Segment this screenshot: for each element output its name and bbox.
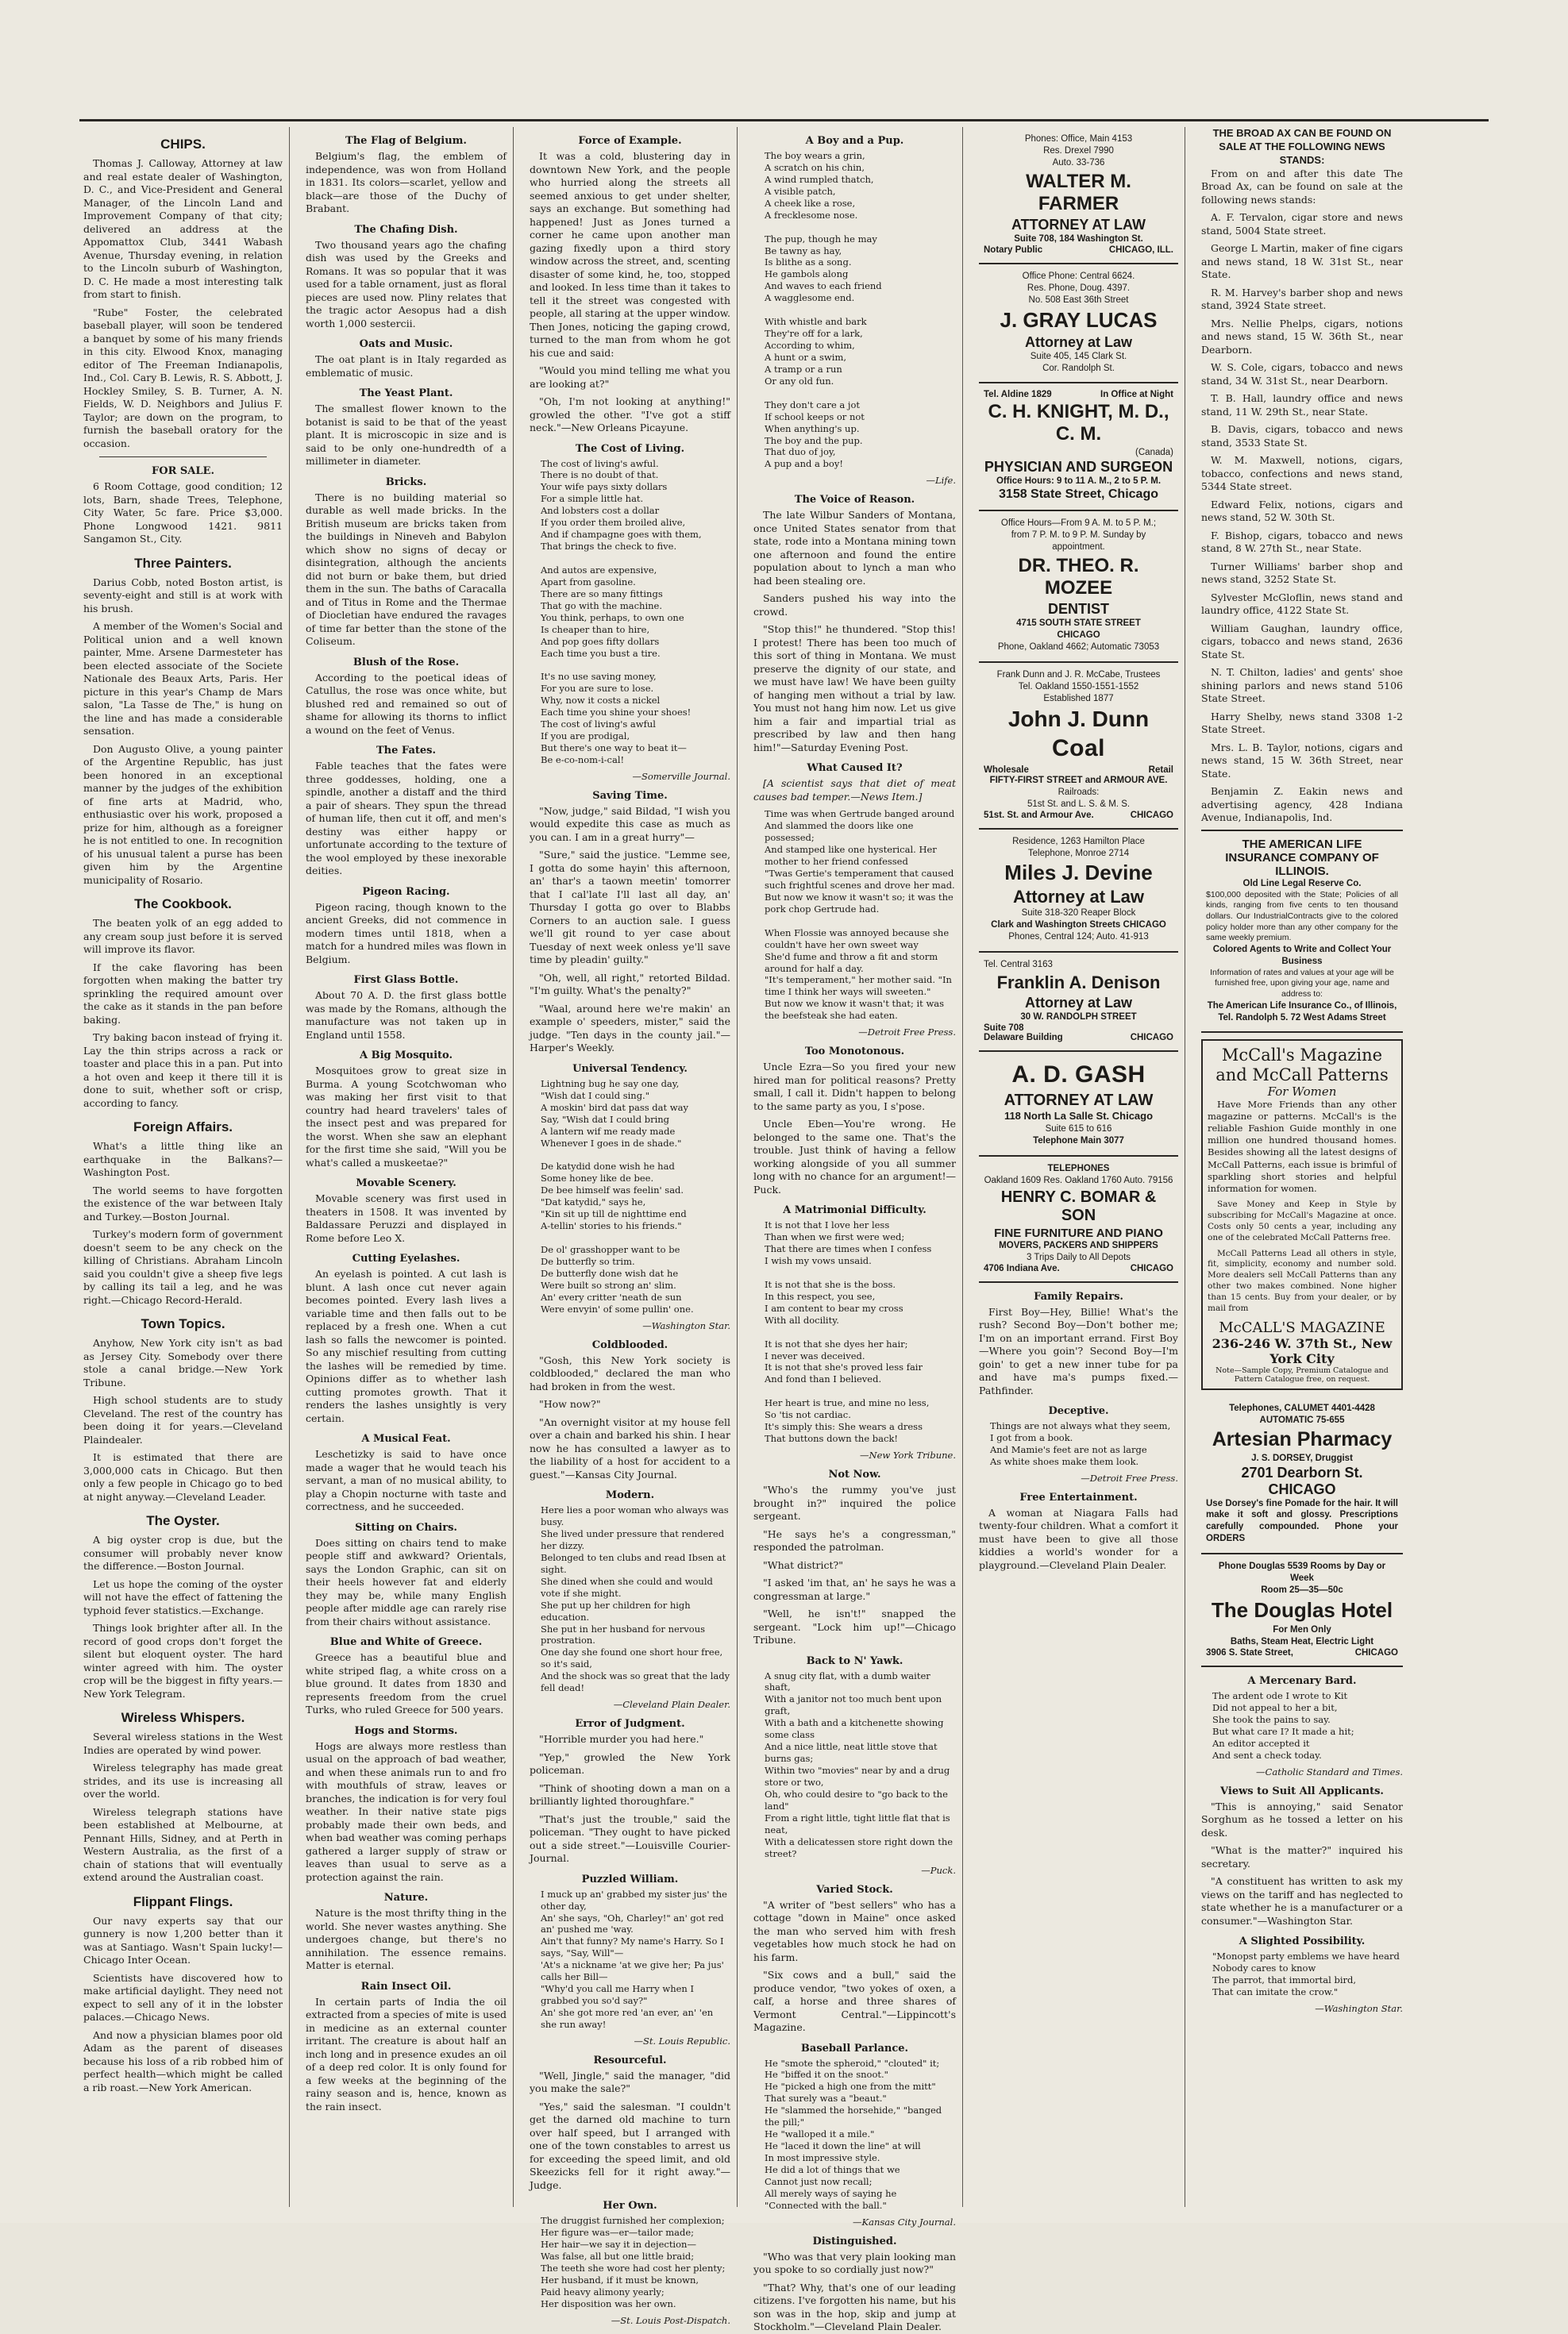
heading-bricks: Bricks. <box>385 476 427 488</box>
ad-name: THE AMERICAN LIFE INSURANCE COMPANY OF ILLINOIS. <box>1225 837 1379 878</box>
news-stand-entry: W. S. Cole, cigars, tobacco and news stand, 34 W. 31st St., near Dearborn. <box>1201 361 1403 387</box>
poem: A snug city flat, with a dumb waiter shaft, With a janitor not too much bent upon graft, With a bath and a kitchenette showing some class And a nice little, neat little stove that burns gas; Within two "movies" near by and a drug store or two, Oh, who could desire to "go back to the land" From a right little, tight little flat that is neat, With a delicatessen store right down the street? <box>765 1670 954 1859</box>
ad-text: CHICAGO <box>1057 630 1100 641</box>
paragraph: "Well, he isn't!" snapped the sergeant. "Lock him up!"—Chicago Tribune. <box>753 1608 956 1646</box>
source-credit: —Washington Star. <box>642 1319 730 1331</box>
heading-mosquito: A Big Mosquito. <box>360 1050 453 1061</box>
paragraph: "Who was that very plain looking man you spoke to so cordially just now?" <box>753 2250 956 2276</box>
ad-text: Telephone Main 3077 <box>1033 1135 1124 1146</box>
poem: Lightning bug he say one day, "Wish dat I could sing." A moskin' bird dat pass dat way Say, "Wish dat I could bring A lantern wif me ready made Whenever I goes in de shade." De katydid done wish he had Some honey like de bee. De bee himself was feelin' sad. "Dat katydid," says he, "Kin sit up till de nighttime end A-tellin' stories to his friends." De ol' grasshopper want to be De butterfly so trim. De butterfly done wish dat he Were built so strong an' slim. An' every critter 'neath de sun Were envyin' of some pullin' one. <box>541 1077 694 1315</box>
heading-views: Views to Suit All Applicants. <box>1220 1785 1384 1797</box>
heading-voice-of-reason: The Voice of Reason. <box>794 494 915 506</box>
paragraph: Greece has a beautiful blue and white striped flag, a white cross on a blue ground. It dates from 1830 and represents freedom from the cruel Turks, who ruled Greece for 500 years. <box>306 1651 507 1716</box>
heading-chafing-dish: The Chafing Dish. <box>354 223 458 236</box>
heading-oats: Oats and Music. <box>359 338 453 350</box>
source-credit: —Somerville Journal. <box>632 770 730 782</box>
heading-family-repairs: Family Repairs. <box>1034 1290 1123 1303</box>
ad-title: DENTIST <box>1047 601 1109 618</box>
ad-text: FIFTY-FIRST STREET and ARMOUR AVE. <box>989 775 1168 785</box>
ad-text: $100,000 deposited with the State; Policies of all kinds, ranging from five cents to ten thousand dollars. Our IndustrialContracts give to the colored policy holder more than any other company for the same weekly premium. <box>1206 889 1398 943</box>
heading-cost-of-living: The Cost of Living. <box>575 442 685 455</box>
heading-error-of-judgment: Error of Judgment. <box>575 1718 685 1731</box>
heading-fates: The Fates. <box>376 745 436 757</box>
poem: The boy wears a grin, A scratch on his chin, A wind rumpled thatch, A visible patch, A cheek like a rose, A frecklesome nose. The pup, though he may Be tawny as hay, Is blithe as a song. He gambols along And waves to each friend A wagglesome end. With whistle and bark They're off for a lark, According to whim, A hunt or a swim, A tramp or a run Or any old fun. They don't care a jot If school keeps or not When anything's up. The boy and the pup. That duo of joy, A pup and a boy! <box>765 150 882 470</box>
news-stand-entry: T. B. Hall, laundry office and news stand, 11 W. 29th St., near State. <box>1201 392 1403 418</box>
paragraph: "How now?" <box>539 1398 601 1411</box>
news-stand-entry: N. T. Chilton, ladies' and gents' shoe shining parlors and news stand 5106 State Street. <box>1201 666 1403 705</box>
paragraph: Fable teaches that the fates were three goddesses, holding, one a spindle, another a distaff and the third a pair of shears. They spun the thread of human life, then cut it off, and men's destiny was either happy or unfortunate according to the texture of the wool employed by these inexorable deities. <box>306 760 507 876</box>
ad-text: Suite 405, 145 Clark St. <box>1030 351 1127 361</box>
ad-name: Miles J. Devine <box>1004 861 1153 885</box>
heading-musical-feat: A Musical Feat. <box>361 1433 451 1445</box>
ad-text: Suite 708, 184 Washington St. <box>1014 233 1143 244</box>
news-stand-list <box>1201 211 1403 825</box>
source-credit: —St. Louis Republic. <box>634 2035 730 2047</box>
divider <box>99 456 267 457</box>
paragraph: High school students are to study Cleveland. The rest of the country has been doing it for years.—Cleveland Plaindealer. <box>83 1394 283 1446</box>
ad-text: Suite 615 to 616 <box>1045 1124 1112 1134</box>
paragraph: "Rube" Foster, the celebrated baseball player, will soon be tendered a banquet by some of his many friends in this city. Elwood Knox, managing editor of The Freeman Indianapolis, Ind., Col. Cary B. Lewis, R. S. Abbott, J. Hockley Smiley, S. B. Turner, A. N. Fields, W. D. Neighbors and Julius F. Taylor; are down on the program, to furnish the baseball oratory for the occasion. <box>83 306 283 449</box>
ad-title: ATTORNEY AT LAW <box>1004 1092 1154 1110</box>
poem: The cost of living's awful. There is no doubt of that. Your wife pays sixty dollars For a simple little hat. And lobsters cost a dollar If you order them broiled alive, And if champagne goes with them, That brings the check to five. And autos are expensive, Apart from gasoline. There are so many fittings That go with the machine. You think, perhaps, to own one Is cheaper than to hire, And pop goes fifty dollars Each time you bust a tire. It's no use saving money, For you are sure to lose. Why, now it costs a nickel Each time you shine your shoes! The cost of living's awful If you are prodigal, But there's one way to beat it— Be e-co-nom-i-cal! <box>541 457 702 765</box>
ad-text: Telephone, Monroe 2714 <box>1027 848 1130 858</box>
paragraph: Let us hope the coming of the oyster will not have the effect of fattening the typhoid fever statistics.—Exchange. <box>83 1577 283 1616</box>
heading-glass: First Glass Bottle. <box>353 974 459 986</box>
ad-name: Franklin A. Denison <box>996 972 1161 993</box>
poem: He "smote the spheroid," "clouted" it; He "biffed it on the snoot." He "picked a high one from the mitt" That surely was a "beaut." He "slammed the horsehide," "banged the pill;" He "walloped it a mile." He "laced it down the line" at will In most impressive style. He did a lot of things that we Cannot just now recall; All merely ways of saying he "Connected with the ball." <box>765 2057 942 2211</box>
paragraph: Our navy experts say that our gunnery is now 1,200 better than it was at Santiago. Wasn't Spain lucky!—Chicago Inter Ocean. <box>83 1914 283 1966</box>
ad-text: Telephones, CALUMET 4401-4428 <box>1229 1403 1375 1413</box>
paragraph: "A writer of "best sellers" who has a cottage "down in Maine" once asked the man who served him with fresh vegetables how much stock he had on his farm. <box>753 1898 956 1963</box>
paragraph: "Sure," said the justice. "Lemme see, I gotta do some hayin' this afternoon, an' thar's a taown meetin' tomorrer that I cal'late I'll last all day, an' Thursday I gotta go over to Blabbs Corners to an auction sale. I guess we'll git round to yer case about Tuesday of next week onless ye'll save time by pleadin' guilty." <box>530 849 730 966</box>
ad-text: Office Hours: 9 to 11 A. M., 2 to 5 P. M. <box>996 476 1162 487</box>
paragraph: "Think of shooting down a man on a brilliantly lighted thoroughfare." <box>530 1781 730 1808</box>
ad-text: MOVERS, PACKERS AND SHIPPERS <box>999 1240 1158 1250</box>
paragraph: The oat plant is in Italy regarded as emblematic of music. <box>306 353 507 379</box>
paragraph: "Yep," growled the New York policeman. <box>530 1750 730 1777</box>
ad-text: Retail <box>1148 765 1173 775</box>
paragraph: About 70 A. D. the first glass bottle was made by the Romans, although the manufacture was not taken up in England until 1558. <box>306 989 507 1041</box>
paragraph: The late Wilbur Sanders of Montana, once United States senator from that state, rode into a Montana mining town one afternoon and found the entire population about to lynch a man who had been stealing ore. <box>753 509 956 587</box>
ad-lucas <box>979 264 1178 384</box>
heading-cookbook: The Cookbook. <box>134 896 232 911</box>
ad-text: Auto. 33-736 <box>1052 157 1105 168</box>
heading-saving-time: Saving Time. <box>592 789 668 802</box>
ad-knight <box>979 383 1178 511</box>
source-credit: —Catholic Standard and Times. <box>1256 1766 1403 1777</box>
news-stand-entry: William Gaughan, laundry office, cigars, tobacco and news stand, 2636 State St. <box>1201 622 1403 661</box>
paragraph: Hogs are always more restless than usual on the approach of bad weather, and when these animals run to and fro with mouthfuls of straw, leaves or branches, the indication is for very foul weather. In their native state pigs probably made their own beds, and when bad weather was coming perhaps gathered a larger supply of straw or leaves than usual to serve as a protection against the rain. <box>306 1739 507 1883</box>
ad-mccall <box>1201 1039 1403 1389</box>
poem: It is not that I love her less Than when we first were wed; That there are times when I confess I wish my vows unsaid. It is not that she is the boss. In this respect, you see, I am content to bear my cross With all docility. It is not that she dyes her hair; I never was deceived. It is not that she's proved less fair And fond than I believed. Her heart is true, and mine no less, So 'tis not cardiac. It's simply this: She wears a dress That buttons down the back! <box>765 1219 932 1445</box>
paragraph: Anyhow, New York city isn't as bad as Jersey City. Somebody over there stole a canal bridge.—New York Tribune. <box>83 1337 283 1388</box>
ad-text: Oakland 1609 Res. Oakland 1760 Auto. 79156 <box>984 1175 1173 1185</box>
poem: "Monopst party emblems we have heard Nobody cares to know The parrot, that immortal bird, That can imitate the crow." <box>1212 1951 1400 1997</box>
poem: The druggist furnished her complexion; Her figure was—er—tailor made; Her hair—we say it in dejection— Was false, all but one little braid; The teeth she wore had cost her plenty; Her husband, if it must be known, Paid heavy alimony yearly; Her disposition was her own. <box>541 2215 726 2309</box>
paragraph: "Stop this!" he thundered. "Stop this! I protest! There has been too much of this sort of thing in Montana. We must preserve the dignity of our state, and we must have law! We have been guilty of hanging men without a trial by law. You must not hang him now. Let us give him a fair and impartial trial as prescribed by law and then hang him!"—Saturday Evening Post. <box>753 623 956 753</box>
ad-text: Cor. Randolph St. <box>1042 363 1115 373</box>
heading-her-own: Her Own. <box>603 2200 657 2213</box>
ad-text: Clark and Washington Streets CHICAGO <box>991 920 1166 930</box>
ad-text: Phones: Office, Main 4153 <box>1024 134 1133 144</box>
ad-text: 30 W. RANDOLPH STREET <box>1020 1012 1137 1023</box>
ad-text: Baths, Steam Heat, Electric Light <box>1230 1637 1374 1647</box>
ad-text: CHICAGO, ILL. <box>1108 245 1173 255</box>
ad-name: WALTER M. FARMER <box>1026 170 1131 214</box>
heading-eyelash: Cutting Eyelashes. <box>352 1253 460 1265</box>
paragraph: "That's just the trouble," said the policeman. "They ought to have picked out a side street."—Louisville Courier-Journal. <box>530 1812 730 1865</box>
paragraph: A member of the Women's Social and Political union and a well known painter, Mme. Arsene Darmesteter has been elected associate of the Societe Nationale des Beaux Arts, Paris. Her picture in this year's Champ de Mars salon, "La Tasse de The," is hung on the line and has made a considerable sensation. <box>83 620 283 737</box>
ad-text: In Office at Night <box>1100 390 1173 400</box>
paragraph: "He says he's a congressman," responded the patrolman. <box>753 1527 956 1553</box>
heading-matrimonial: A Matrimonial Difficulty. <box>783 1204 927 1217</box>
ad-text: McCALL'S MAGAZINE <box>1219 1319 1385 1336</box>
heading-modern: Modern. <box>605 1489 655 1502</box>
ad-text: 51st St. and L. S. & M. S. <box>1027 799 1131 809</box>
ad-text: 4706 Indiana Ave. <box>984 1263 1060 1273</box>
ad-text: Information of rates and values at your age will be furnished free, upon giving your age, name and address to: <box>1210 967 1394 999</box>
paragraph: "I asked 'im that, an' he says he was a congressman at large." <box>753 1577 956 1602</box>
ad-name: John J. Dunn <box>1007 706 1150 731</box>
heading-universal-tendency: Universal Tendency. <box>572 1062 688 1075</box>
heading-rain-insect: Rain Insect Oil. <box>360 1980 452 1993</box>
heading-resourceful: Resourceful. <box>593 2054 667 2066</box>
column-4 <box>753 127 963 2333</box>
news-stand-entry: W. M. Maxwell, notions, cigars, tobacco, confections and news stand, 5344 State street. <box>1201 454 1403 493</box>
heading-flag: The Flag of Belgium. <box>345 135 467 147</box>
paragraph: "Oh, I'm not looking at anything!" growled the other. "I've got a stiff neck."—New Orleans Picayune. <box>530 395 730 433</box>
paragraph: Scientists have discovered how to make artificial daylight. They need not expect to sell any of it in the lobster palaces.—Chicago News. <box>83 1971 283 2023</box>
heading-distinguished: Distinguished. <box>812 2235 897 2247</box>
source-credit: —Detroit Free Press. <box>1081 1472 1178 1484</box>
poem: Time was when Gertrude banged around And slammed the doors like one possessed; And stamped like one hysterical. Her mother to her friend confessed "Twas Gertie's temperament that caused such frightful scenes and drove her mad. But now we know it wasn't so; it was the pork chop Gertrude had. When Flossie was annoyed because she couldn't have her own sweet way She'd fume and throw a fit and storm around for half a day. "It's temperament," her mother said. "In time I think her ways will sweeten." But now we know it wasn't that; it was the beefsteak she had eaten. <box>765 808 955 1022</box>
poem: Here lies a poor woman who always was busy. She lived under pressure that rendered her dizzy. Belonged to ten clubs and read Ibsen at sight. She dined when she could and would vote if she might. She put up her children for high education. She put in her husband for nervous prostration. One day she found one short hour free, so it's said, And the shock was so great that the lady fell dead! <box>541 1504 730 1694</box>
heading-back-to-yawk: Back to N' Yawk. <box>806 1654 903 1667</box>
paragraph: "An overnight visitor at my house fell over a chain and barked his shin. I hear now he has consulted a lawyer as to the liability of a host for accident to a guest."—Kansas City Journal. <box>530 1415 730 1481</box>
paragraph: "Now, judge," said Bildad, "I wish you would expedite this case as much as you can. I am in a great hurry"— <box>530 804 730 843</box>
poem: The ardent ode I wrote to Kit Did not appeal to her a bit, She took the pains to say. But what care I? It made a hit; An editor accepted it And sent a check today. <box>1212 1689 1354 1761</box>
ad-text: Established 1877 <box>1043 693 1114 703</box>
paragraph: "What is the matter?" inquired his secretary. <box>1201 1844 1403 1870</box>
ad-title: For Women <box>1267 1084 1337 1099</box>
paragraph: Leschetizky is said to have once made a wager that he would teach his servant, a man of no musical ability, to play a Chopin nocturne with taste and correctness, and he succeeded. <box>306 1448 507 1512</box>
paragraph: "What district?" <box>763 1558 843 1571</box>
ad-text: Room 25—35—50c <box>1261 1585 1343 1596</box>
ad-mozee <box>979 511 1178 663</box>
paragraph: The smallest flower known to the botanist is said to be that of the yeast plant. It is microscopic in size and is said to be only one-hundredth of a millimeter in diameter. <box>306 402 507 467</box>
paragraph: Pigeon racing, though known to the ancient Greeks, did not commence in modern times until 1818, when a match for a hundred miles was flown in Belgium. <box>306 900 507 965</box>
paragraph: Thomas J. Calloway, Attorney at law and real estate dealer of Washington, D. C., and Vice-President and General Manager, of the Lincoln Land and Improvement Company of that city; delivered an address at the Appomattox Club, 3441 Wabash Avenue, Thursday evening, in relation to the Lincoln suburb of Washington, D. C. He made a most interesting talk from start to finish. <box>83 157 283 300</box>
ad-text: Use Dorsey's fine Pomade for the hair. It will make it soft and glossy. Prescriptions carefully compounded. Phone your ORDERS <box>1206 1498 1398 1544</box>
ad-text: Res. Phone, Doug. 4397. <box>1027 283 1131 293</box>
heading-news-stands: THE BROAD AX CAN BE FOUND ON SALE AT THE FOLLOWING NEWS STANDS: <box>1212 127 1392 166</box>
ad-title: Attorney at Law <box>1024 995 1133 1011</box>
paragraph: A big oyster crop is due, but the consumer will probably never know the difference.—Boston Journal. <box>83 1534 283 1572</box>
columns <box>83 127 1489 2333</box>
paragraph: Movable scenery was first used in theaters in 1508. It was invented by Baldassare Peruzzi and displayed in Rome before Leo X. <box>306 1192 507 1244</box>
paragraph: There is no building material so durable as well made bricks. In the British museum are bricks taken from the buildings in Nineveh and Babylon which show no signs of decay or disintegration, although the ancients did not burn or bake them, but dried them in the sun. The baths of Caracalla and of Titus in Rome and the Thermae of Diocletian have endured the ravages of time far better than the stone of the Coliseum. <box>306 491 507 647</box>
ad-text: Phone Douglas 5539 Rooms by Day or Week <box>1218 1562 1386 1584</box>
heading-coldblooded: Coldblooded. <box>591 1338 668 1351</box>
heading-puzzled-william: Puzzled William. <box>581 1873 679 1885</box>
heading-slighted-possibility: A Slighted Possibility. <box>1239 1935 1366 1948</box>
ad-text: CHICAGO <box>1130 810 1173 820</box>
paragraph: Two thousand years ago the chafing dish was used by the Greeks and Romans. It was so popular that it was used for a table ornament, just as floral pieces are used now. Pliny relates that the tragic actor Aesopus had a dish worth 1,000 sestercii. <box>306 238 507 329</box>
ad-text: Old Line Legal Reserve Co. <box>1242 878 1362 888</box>
ad-text: For Men Only <box>1273 1625 1331 1635</box>
ad-text: 3906 S. State Street, <box>1206 1647 1293 1658</box>
news-stand-entry: A. F. Tervalon, cigar store and news stand, 5004 State street. <box>1201 211 1403 237</box>
poem: Things are not always what they seem, I got from a book. And Mamie's feet are not as large As white shoes make them look. <box>990 1420 1171 1467</box>
ad-denison <box>979 953 1178 1052</box>
ad-gash <box>979 1052 1178 1157</box>
ad-text: Tel. Randolph 5. 72 West Adams Street <box>1218 1012 1386 1023</box>
paragraph: "Horrible murder you had here." <box>539 1733 704 1746</box>
paragraph: Have More Friends than any other magazine or patterns. McCall's is the reliable Fashion Guide monthly in one million one hundred thousand homes. Besides showing all the latest designs of McCall Patterns, each issue is brimful of sparkling short stories and helpful information for women. <box>1208 1098 1397 1194</box>
ad-text: Res. Drexel 7990 <box>1043 145 1114 156</box>
ad-american-life <box>1201 830 1403 1034</box>
ad-text: Tel. Aldine 1829 <box>984 390 1052 400</box>
ad-text: CHICAGO <box>1354 1647 1398 1658</box>
column-5-ads <box>979 127 1185 2207</box>
paragraph: "That? Why, that's one of our leading citizens. I've forgotten his name, but his son was in the hop, skip and jump at Stockholm."—Cleveland Plain Dealer. <box>753 2281 956 2333</box>
top-rule <box>79 119 1489 121</box>
ad-text: 3158 State Street, Chicago <box>999 487 1158 502</box>
paragraph: The beaten yolk of an egg added to any cream soup just before it is served will improve its flavor. <box>83 917 283 955</box>
paragraph: "Would you mind telling me what you are looking at?" <box>530 364 730 390</box>
source-credit: —Detroit Free Press. <box>858 1026 956 1038</box>
ad-title: FINE FURNITURE AND PIANO <box>994 1226 1163 1240</box>
news-stand-entry: Benjamin Z. Eakin news and advertising agency, 428 Indiana Avenue, Indianapolis, Ind. <box>1201 785 1403 824</box>
ad-text: 118 North La Salle St. Chicago <box>1004 1110 1154 1123</box>
heading-free-entertainment: Free Entertainment. <box>1019 1491 1138 1504</box>
ad-text: Office Phone: Central 6624. <box>1022 271 1135 281</box>
ad-name: DR. THEO. R. MOZEE <box>1018 555 1139 599</box>
source-credit: —Washington Star. <box>1315 2002 1403 2014</box>
paragraph: Turkey's modern form of government doesn't seem to be any check on the killing of Christians. Abraham Lincoln said you couldn't give a sheep five legs by calling its tail a leg, and he was right.—Chicago Record-Herald. <box>83 1228 283 1306</box>
ad-text: Tel. Central 3163 <box>984 960 1053 970</box>
ad-text: AUTOMATIC 75-655 <box>1259 1415 1345 1425</box>
ad-text: (Canada) <box>1135 448 1173 458</box>
ad-text: Suite 318-320 Reaper Block <box>1021 908 1136 919</box>
paragraph: Uncle Ezra—So you fired your new hired man for political reasons? Pretty small, I call it. Didn't happen to belong to the same party as you, I s'pose. <box>753 1061 956 1112</box>
paragraph: "Waal, around here we're makin' an example o' speeders, mister," said the judge. "Ten days in the county jail."—Harper's Weekly. <box>530 1002 730 1054</box>
paragraph: What's a little thing like an earthquake in the Balkans?—Washington Post. <box>83 1140 283 1178</box>
ad-title: PHYSICIAN AND SURGEON <box>984 459 1173 476</box>
paragraph: Save Money and Keep in Style by subscribing for McCall's Magazine at once. Costs only 50 cents a year, including any one of the celebrated McCall Patterns free. <box>1208 1200 1397 1242</box>
ad-text: The American Life Insurance Co., of Illinois, <box>1207 1000 1397 1011</box>
ad-text: Wholesale <box>984 765 1029 775</box>
paragraph: First Boy—Hey, Billie! What's the rush? Second Boy—Don't bother me; I'm on an important errand. First Boy—Where you goin'? Second Boy—I'm goin' to get a new inner tube for pa and have ma's pumps fixed.—Pathfinder. <box>979 1305 1178 1396</box>
paragraph: Uncle Eben—You're wrong. He belonged to the same one. That's the trouble. Just think of having a fellow working alongside of you all summer long with no chance for an argument!—Puck. <box>753 1118 956 1196</box>
paragraph: According to the poetical ideas of Catullus, the rose was once white, but blushed red and remained so out of shame for allowing its thorns to inflict a wound on the feet of Venus. <box>306 671 507 736</box>
paragraph: "This is annoying," said Senator Sorghum as he tossed a letter on his desk. <box>1201 1800 1403 1839</box>
paragraph: "Yes," said the salesman. "I couldn't get the darned old machine to turn over half speed, but I arranged with one of the town constables to arrest us for exceeding the speed limit, and old Skeezicks fell for it right away."—Judge. <box>530 2100 730 2191</box>
paragraph: If the cake flavoring has been forgotten when making the batter try sprinkling the required amount over the cake as it stands in the pan before baking. <box>83 961 283 1026</box>
source-credit: —Life. <box>926 475 956 487</box>
paragraph: McCall Patterns Lead all others in style, fit, simplicity, economy and number sold. More dealers sell McCall Patterns than any other two makes combined. None higher than 15 cents. Buy from your dealer, or by mail from <box>1208 1248 1397 1313</box>
heading-pigeon: Pigeon Racing. <box>362 885 450 898</box>
ad-text: 51st. St. and Armour Ave. <box>984 810 1094 820</box>
heading-baseball-parlance: Baseball Parlance. <box>800 2042 909 2055</box>
heading-not-now: Not Now. <box>828 1469 881 1481</box>
paragraph: The world seems to have forgotten the existence of the war between Italy and Turkey.—Boston Journal. <box>83 1184 283 1223</box>
paragraph: It is estimated that there are 3,000,000 cats in Chicago. But then only a few people in Chicago go to bed at night anyway.—Cleveland Leader. <box>83 1451 283 1503</box>
ad-douglas-hotel <box>1201 1554 1403 1667</box>
ad-name: A. D. GASH <box>1011 1061 1146 1088</box>
heading-flippant: Flippant Flings. <box>133 1893 233 1909</box>
column-1 <box>83 127 290 2207</box>
ad-artesian <box>1201 1396 1403 1555</box>
paragraph: Try baking bacon instead of frying it. Lay the thin strips across a rack or toaster and place this in a pan. Put into a hot oven and keep it there till it is done to suit, whether soft or crisp, according to fancy. <box>83 1031 283 1109</box>
source-credit: —St. Louis Post-Dispatch. <box>611 2314 730 2326</box>
ad-text: Phone, Oakland 4662; Automatic 73053 <box>997 642 1160 652</box>
ad-name: J. GRAY LUCAS <box>1000 307 1158 332</box>
ad-title: Attorney at Law <box>1024 333 1133 350</box>
heading-too-monotonous: Too Monotonous. <box>804 1046 905 1058</box>
paragraph: 6 Room Cottage, good condition; 12 lots, Barn, shade Trees, Telephone, City Water, 5c fare. Price $3,000. Phone Longwood 1421. 9811 Sangamon St., City. <box>83 480 283 545</box>
ad-text: Note—Sample Copy, Premium Catalogue and Pattern Catalogue free, on request. <box>1215 1365 1389 1384</box>
heading-rose: Blush of the Rose. <box>353 656 460 668</box>
paragraph: Don Augusto Olive, a young painter of the Argentine Republic, has just been honored in an exceptional manner by the judges of the exhibition of fine arts at Madrid, who, enthusiastic over his work, proposed a prize for him, although as a foreigner he is not entitled to one. In recognition of his unusual talent a purse has been given him by the Argentine municipality of Rosario. <box>83 742 283 886</box>
paragraph: And now a physician blames poor old Adam as the parent of diseases because his loss of a rib robbed him of perfect health—which might be called a rib roast.—New York American. <box>83 2028 283 2093</box>
ad-text: from 7 P. M. to 9 P. M. Sunday by appointment. <box>1011 530 1146 553</box>
ad-text: Tel. Oakland 1550-1551-1552 <box>1018 681 1139 691</box>
ad-devine <box>979 830 1178 953</box>
paragraph: "Who's the rummy you've just brought in?" inquired the police sergeant. <box>753 1484 956 1522</box>
ad-dunn-coal <box>979 663 1178 830</box>
ad-text: Phones, Central 124; Auto. 41-913 <box>1008 932 1149 942</box>
heading-hogs: Hogs and Storms. <box>354 1724 458 1737</box>
heading-nature: Nature. <box>383 1892 429 1904</box>
ad-name: McCall's Magazine and McCall Patterns <box>1215 1046 1389 1084</box>
paragraph: Wireless telegraphy has made great strides, and its use is increasing all over the world. <box>83 1762 283 1800</box>
heading-greece: Blue and White of Greece. <box>329 1636 483 1648</box>
news-stand-entry: Sylvester McGloflin, news stand and laundry office, 4122 State St. <box>1201 591 1403 617</box>
column-2 <box>306 127 514 2207</box>
heading-oyster: The Oyster. <box>146 1513 220 1528</box>
ad-text: Office Hours—From 9 A. M. to 5 P. M.; <box>1000 518 1157 529</box>
paragraph: Mosquitoes grow to great size in Burma. A young Scotchwoman who was making her first visit to that country had heard travelers' tales of the insect pest and was prepared for the worst. When she saw an elephant for the first time she said, "Will you be what's called a muskeetae?" <box>306 1065 507 1169</box>
ad-text: Delaware Building <box>984 1033 1063 1043</box>
ad-title: ATTORNEY AT LAW <box>1011 216 1146 233</box>
heading-for-sale: FOR SALE. <box>152 465 214 477</box>
paragraph: Wireless telegraph stations have been established at Melbourne, at Pennant Hills, Sidney, and at Perth in Western Australia, as the first of a chain of stations that will eventually extend around the Australian coast. <box>83 1805 283 1883</box>
heading-what-caused-it: What Caused It? <box>807 762 903 775</box>
source-credit: —Puck. <box>921 1864 956 1876</box>
paragraph: Darius Cobb, noted Boston artist, is seventy-eight and still is at work with his brush. <box>83 576 283 614</box>
paragraph: Does sitting on chairs tend to make people stiff and awkward? Orientals, says the London Graphic, can sit on their heels however fat and elderly they may be, while many English people after middle age can rarely rise from their chairs without assistance. <box>306 1536 507 1627</box>
news-stand-entry: Mrs. L. B. Taylor, notions, cigars and news stand, 15 W. 36th Street, near State. <box>1201 741 1403 780</box>
news-stand-entry: George L Martin, maker of fine cigars and news stand, 18 W. 31st St., near State. <box>1201 242 1403 281</box>
paragraph: In certain parts of India the oil extracted from a species of mite is used in medicine as an external counter irritant. The creature is about half an inch long and in presence exudes an oil of a deep red color. It is only found for a few weeks at the beginning of the rainy season and is, hence, known as the rain insect. <box>306 1995 507 2113</box>
news-stand-entry: Mrs. Nellie Phelps, cigars, notions and news stand, 15 W. 36th St., near Dearborn. <box>1201 317 1403 356</box>
paragraph: An eyelash is pointed. A cut lash is blunt. A lash once cut never again becomes pointed. Every lash lives a variable time and then falls out to be replaced by a fresh one. When a cut lash so falls the newcomer is pointed. So any mischief resulting from cutting the lashes will be remedied by time. Opinions differ as to whether lash cutting promotes growth. That it renders the lashes unsightly is very certain. <box>306 1268 507 1424</box>
heading-town-topics: Town Topics. <box>141 1316 225 1331</box>
heading-yeast: The Yeast Plant. <box>359 387 453 399</box>
column-3 <box>530 127 738 2326</box>
source-credit: —Kansas City Journal. <box>853 2216 956 2228</box>
heading-deceptive: Deceptive. <box>1048 1405 1109 1418</box>
ad-text: Suite 708 <box>984 1023 1024 1034</box>
ad-bomar <box>979 1157 1178 1283</box>
heading-scenery: Movable Scenery. <box>356 1177 457 1189</box>
ad-text: 3 Trips Daily to All Depots <box>1026 1252 1131 1262</box>
paragraph: From on and after this date The Broad Ax, can be found on sale at the following news stands: <box>1201 167 1403 206</box>
column-6 <box>1201 127 1409 2207</box>
ad-name: C. H. KNIGHT, M. D., C. M. <box>988 401 1169 445</box>
ad-text: J. S. DORSEY, Druggist <box>1251 1453 1353 1463</box>
ad-name: HENRY C. BOMAR & SON <box>1000 1188 1157 1224</box>
ad-text: Residence, 1263 Hamilton Place <box>1012 836 1145 846</box>
paragraph: Nature is the most thrifty thing in the world. She never wastes anything. She undergoes change, but there's no annihilation. The essence remains. Matter is eternal. <box>306 1907 507 1971</box>
ad-text: Notary Public <box>984 245 1043 255</box>
heading-three-painters: Three Painters. <box>134 555 232 571</box>
source-credit: —Cleveland Plain Dealer. <box>613 1699 730 1711</box>
ad-text: TELEPHONES <box>1047 1163 1110 1173</box>
paragraph: Things look brighter after all. In the record of good crops don't forget the silent but eloquent oyster. The hard winter agreed with him. The oyster crop will be the biggest in fifty years.—New York Telegram. <box>83 1622 283 1700</box>
ad-text: CHICAGO <box>1130 1033 1173 1043</box>
ad-text: 236-246 W. 37th St., New York City <box>1212 1335 1393 1366</box>
ad-name: Artesian Pharmacy <box>1212 1427 1393 1450</box>
news-stand-entry: Turner Williams' barber shop and news stand, 3252 State St. <box>1201 560 1403 586</box>
ad-name: The Douglas Hotel <box>1211 1598 1393 1623</box>
news-stand-entry: Harry Shelby, news stand 3308 1-2 State Street. <box>1201 710 1403 736</box>
heading-boy-and-pup: A Boy and a Pup. <box>805 135 904 147</box>
heading-chairs: Sitting on Chairs. <box>355 1521 457 1534</box>
news-stand-entry: B. Davis, cigars, tobacco and news stand, 3533 State St. <box>1201 423 1403 449</box>
paragraph: "Six cows and a bull," said the produce vendor, "two yokes of oxen, a calf, a horse and three shares of Vermont Central."—Lippincott's Magazine. <box>753 1969 956 2033</box>
paragraph: Several wireless stations in the West Indies are operated by wind power. <box>83 1731 283 1756</box>
ad-text: 4715 SOUTH STATE STREET <box>1016 618 1141 629</box>
paragraph: "A constituent has written to ask my views on the tariff and has neglected to state whether he is a manufacturer or a consumer."—Washington Star. <box>1201 1875 1403 1927</box>
ad-title: 2701 Dearborn St. CHICAGO <box>1241 1464 1363 1497</box>
news-stand-entry: Edward Felix, notions, cigars and news stand, 52 W. 30th St. <box>1201 498 1403 524</box>
paragraph: "Gosh, this New York society is coldblooded," declared the man who had broken in from the west. <box>530 1354 730 1392</box>
ad-text: Railroads: <box>1058 787 1100 797</box>
paragraph: [A scientist says that diet of meat causes bad temper.—News Item.] <box>753 777 956 803</box>
heading-varied-stock: Varied Stock. <box>816 1883 893 1896</box>
paragraph: Sanders pushed his way into the crowd. <box>753 592 956 618</box>
news-stand-entry: R. M. Harvey's barber shop and news stand, 3924 State street. <box>1201 286 1403 312</box>
ad-title: Attorney at Law <box>1012 887 1145 907</box>
ad-text: No. 508 East 36th Street <box>1028 295 1129 305</box>
news-stand-entry: F. Bishop, cigars, tobacco and news stand, 8 W. 27th St., near State. <box>1201 529 1403 555</box>
poem: I muck up an' grabbed my sister jus' the other day, An' she says, "Oh, Charley!" an' got red an' pushed me 'way. Ain't that funny? My name's Harry. So I says, "Say, Will"— 'At's a nickname 'at we give her; Pa jus' calls her Bill— "Why'd you call me Harry when I grabbed you so'd say?" An' she got more red 'an ever, an' 'en she run away! <box>541 1888 727 2030</box>
paragraph: "Oh, well, all right," retorted Bildad. "I'm guilty. What's the penalty?" <box>530 971 730 997</box>
ad-text: Frank Dunn and J. R. McCabe, Trustees <box>996 669 1161 680</box>
heading-foreign-affairs: Foreign Affairs. <box>133 1119 233 1134</box>
ad-farmer <box>979 127 1178 264</box>
heading-wireless: Wireless Whispers. <box>121 1710 245 1725</box>
paragraph: "Well, Jingle," said the manager, "did you make the sale?" <box>530 2069 730 2095</box>
paragraph: A woman at Niagara Falls had twenty-four children. What a comfort it must have been to give all those kiddies a world's wonder for a playground.—Cleveland Plain Dealer. <box>979 1506 1178 1571</box>
ad-title: Coal <box>1051 734 1105 761</box>
source-credit: —New York Tribune. <box>860 1450 956 1461</box>
heading-mercenary-bard: A Mercenary Bard. <box>1247 1674 1357 1687</box>
heading-force-of-example: Force of Example. <box>578 135 682 147</box>
ad-text: Colored Agents to Write and Collect Your Business <box>1212 944 1392 966</box>
heading-chips: CHIPS. <box>160 137 206 152</box>
ad-text: CHICAGO <box>1130 1263 1173 1273</box>
paragraph: Belgium's flag, the emblem of independence, was won from Holland in 1831. Its colors—scarlet, yellow and black—are those of the Duchy of Brabant. <box>306 150 507 214</box>
paragraph: It was a cold, blustering day in downtown New York, and the people who hurried along the streets all seemed anxious to get under shelter, says an exchange. But something had happened! Just as Jones turned a corner he came upon another man gazing fixedly upon a third story window across the street, and, scenting disaster of some kind, he, too, stopped and looked. In less time than it takes to tell it the street was congested with people, all staring at the upper window. Then Jones, noticing the gaping crowd, turned to the man from whom he got his cue and said: <box>530 150 730 359</box>
